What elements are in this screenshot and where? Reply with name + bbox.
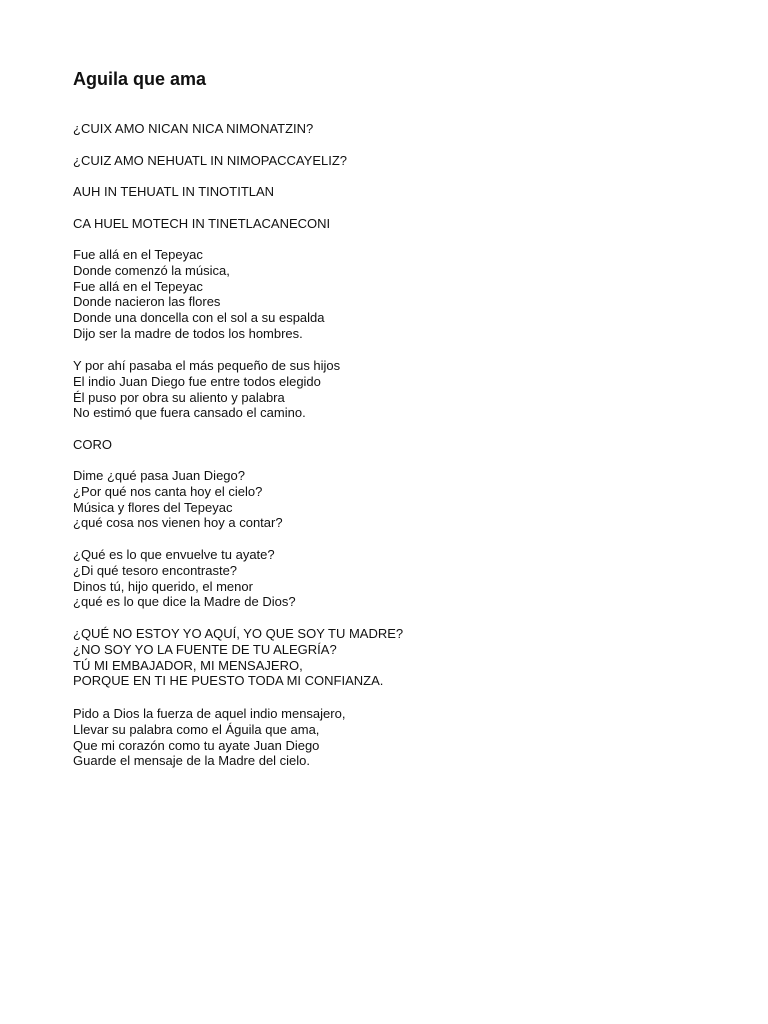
stanza-5 — [73, 247, 325, 342]
lyric-line: Pido a Dios la fuerza de aquel indio mensajero, — [73, 706, 346, 721]
lyric-line: Fue allá en el Tepeyac — [73, 278, 203, 294]
stanza-2 — [73, 153, 347, 169]
lyric-line: Dime ¿qué pasa Juan Diego? — [73, 468, 245, 483]
lyric-line: ¿Por qué nos canta hoy el cielo? — [73, 483, 263, 499]
lyric-line: AUH IN TEHUATL IN TINOTITLAN — [73, 184, 275, 199]
lyric-line: ¿Qué es lo que envuelve tu ayate? — [73, 547, 275, 562]
lyric-line: ¿CUIX AMO NICAN NICA NIMONATZIN? — [73, 121, 314, 136]
lyric-line: Dijo ser la madre de todos los hombres. — [73, 325, 303, 341]
lyric-line: Donde comenzó la música, — [73, 262, 230, 278]
stanza-1 — [73, 121, 313, 137]
lyric-line: CA HUEL MOTECH IN TINETLACANECONI — [73, 216, 331, 231]
lyric-line: Y por ahí pasaba el más pequeño de sus hijos — [73, 358, 341, 373]
lyric-line: Fue allá en el Tepeyac — [73, 247, 203, 262]
stanza-7 — [73, 468, 283, 531]
stanza-10 — [73, 706, 345, 769]
stanza-6 — [73, 358, 340, 421]
lyric-line: El indio Juan Diego fue entre todos elegido — [73, 373, 321, 389]
lyric-line: ¿QUÉ NO ESTOY YO AQUÍ, YO QUE SOY TU MADRE? — [73, 626, 404, 641]
lyric-line: No estimó que fuera cansado el camino. — [73, 405, 306, 421]
lyric-line: Que mi corazón como tu ayate Juan Diego — [73, 737, 320, 753]
lyric-line: Llevar su palabra como el Águila que ama, — [73, 721, 320, 737]
stanza-9 — [73, 626, 403, 689]
lyric-line: TÚ MI EMBAJADOR, MI MENSAJERO, — [73, 657, 303, 673]
lyric-line: Dinos tú, hijo querido, el menor — [73, 578, 253, 594]
lyric-line: ¿qué cosa nos vienen hoy a contar? — [73, 515, 283, 531]
lyric-line: CORO — [73, 437, 112, 452]
lyric-line: Él puso por obra su aliento y palabra — [73, 389, 285, 405]
lyric-line: ¿Di qué tesoro encontraste? — [73, 562, 238, 578]
lyric-line: Donde nacieron las flores — [73, 294, 221, 310]
lyric-line: ¿NO SOY YO LA FUENTE DE TU ALEGRÍA? — [73, 641, 337, 657]
lyric-line: Guarde el mensaje de la Madre del cielo. — [73, 753, 311, 769]
lyric-line: ¿CUIZ AMO NEHUATL IN NIMOPACCAYELIZ? — [73, 153, 347, 168]
document-title: Aguila que ama — [73, 69, 207, 89]
stanza-8 — [73, 547, 296, 610]
chorus-label — [73, 437, 112, 453]
lyric-line: Música y flores del Tepeyac — [73, 499, 233, 515]
stanza-3 — [73, 184, 274, 200]
stanza-4 — [73, 216, 330, 232]
lyric-line: PORQUE EN TI HE PUESTO TODA MI CONFIANZA. — [73, 673, 384, 689]
lyric-line: Donde una doncella con el sol a su espalda — [73, 310, 325, 326]
lyric-line: ¿qué es lo que dice la Madre de Dios? — [73, 594, 296, 610]
